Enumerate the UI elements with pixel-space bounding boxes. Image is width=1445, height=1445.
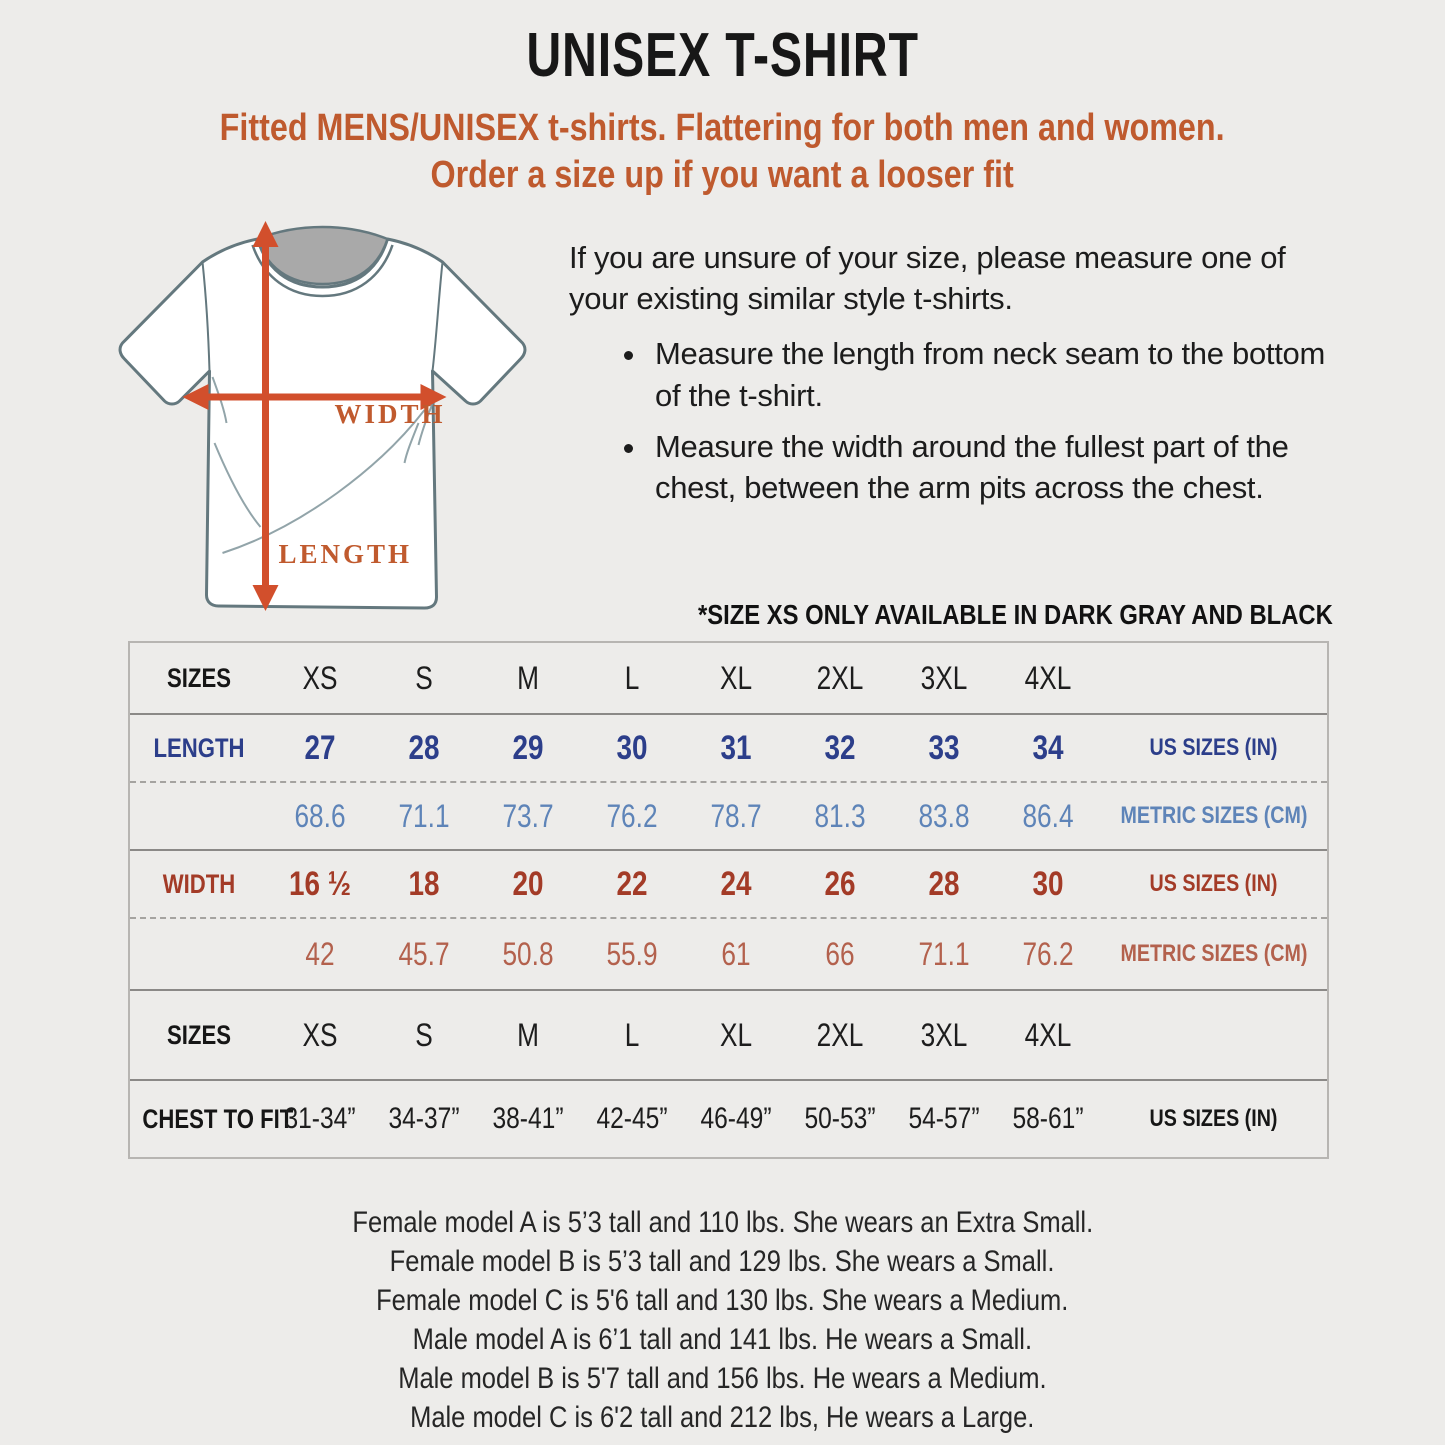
value-cell: 50.8 — [502, 935, 554, 972]
model-line: Female model A is 5’3 tall and 110 lbs. She wears an Extra Small. — [352, 1206, 1093, 1239]
value-cell: 50-53” — [804, 1102, 876, 1135]
value-cell: 61 — [721, 935, 751, 972]
value-cell: 26 — [824, 864, 856, 903]
model-line: Male model B is 5'7 tall and 156 lbs. He wears a Medium. — [398, 1362, 1047, 1395]
row-label-cell: WIDTH — [162, 868, 236, 899]
value-cell: 42-45” — [596, 1102, 668, 1135]
sizes-header-row — [130, 643, 1327, 713]
value-cell: 81.3 — [814, 797, 866, 834]
row-label-cell: SIZES — [167, 1019, 231, 1050]
value-cell: 28 — [408, 728, 440, 767]
size-cell: XS — [302, 1016, 338, 1053]
value-cell: 28 — [928, 864, 960, 903]
value-cell: 16 ½ — [288, 864, 352, 903]
chest-to-fit-row — [130, 1079, 1327, 1157]
width-us-row — [130, 849, 1327, 917]
page-title-text: UNISEX T-SHIRT — [526, 21, 919, 90]
measure-intro: If you are unsure of your size, please measure one of your existing similar style t-shirts. — [569, 240, 1286, 317]
value-cell: 71.1 — [918, 935, 970, 972]
size-cell: L — [624, 659, 640, 696]
value-cell: 31 — [720, 728, 752, 767]
value-cell: 22 — [616, 864, 648, 903]
size-cell: M — [517, 1016, 539, 1053]
model-line: Male model C is 6'2 tall and 212 lbs, He wears a Large. — [410, 1401, 1035, 1434]
model-reference-list — [0, 1203, 1445, 1437]
value-cell: 38-41” — [492, 1102, 564, 1135]
value-cell: 86.4 — [1022, 797, 1074, 834]
value-cell: 27 — [304, 728, 336, 767]
sizes-header-row-2 — [130, 989, 1327, 1079]
measure-bullet: • Measure the width around the fullest part of the chest, between the arm pits across the chest. — [649, 426, 1344, 508]
value-cell: 18 — [408, 864, 440, 903]
tshirt-illustration — [100, 205, 545, 635]
value-cell: 33 — [928, 728, 960, 767]
size-cell: S — [415, 659, 433, 696]
tshirt-diagram — [100, 205, 545, 635]
width-label: WIDTH — [334, 399, 446, 429]
size-cell: 2XL — [816, 659, 864, 696]
value-cell: 76.2 — [1022, 935, 1074, 972]
subtitle-line-2: Order a size up if you want a looser fit — [430, 154, 1015, 196]
xs-availability-note: *SIZE XS ONLY AVAILABLE IN DARK GRAY AND BLACK — [698, 599, 1333, 630]
value-cell: 68.6 — [294, 797, 346, 834]
value-cell: 32 — [824, 728, 856, 767]
size-chart-table — [128, 641, 1329, 1159]
size-cell: 2XL — [816, 1016, 864, 1053]
value-cell: 45.7 — [398, 935, 450, 972]
page-title — [0, 20, 1445, 91]
subtitle-line-1: Fitted MENS/UNISEX t-shirts. Flattering for both men and women. — [220, 107, 1225, 149]
value-cell: 66 — [825, 935, 855, 972]
unit-cell: METRIC SIZES (CM) — [1120, 802, 1308, 829]
row-label-cell: SIZES — [167, 662, 231, 693]
top-section — [0, 205, 1445, 635]
model-line: Female model B is 5’3 tall and 129 lbs. She wears a Small. — [390, 1245, 1055, 1278]
size-cell: M — [517, 659, 539, 696]
value-cell: 73.7 — [502, 797, 554, 834]
unit-cell: US SIZES (IN) — [1149, 1105, 1278, 1132]
value-cell: 58-61” — [1012, 1102, 1084, 1135]
value-cell: 78.7 — [710, 797, 762, 834]
length-us-row — [130, 713, 1327, 781]
value-cell: 55.9 — [606, 935, 658, 972]
measure-bullet-list — [569, 333, 1344, 508]
size-cell: XS — [302, 659, 338, 696]
unit-cell: US SIZES (IN) — [1149, 870, 1278, 897]
size-cell: XL — [719, 1016, 753, 1053]
value-cell: 71.1 — [398, 797, 450, 834]
size-cell: 3XL — [920, 659, 968, 696]
size-cell: 4XL — [1024, 659, 1072, 696]
length-metric-row — [130, 781, 1327, 849]
size-cell: L — [624, 1016, 640, 1053]
value-cell: 24 — [720, 864, 752, 903]
value-cell: 46-49” — [700, 1102, 772, 1135]
size-cell: XL — [719, 659, 753, 696]
value-cell: 34-37” — [388, 1102, 460, 1135]
measure-instructions — [569, 237, 1344, 635]
subtitle — [0, 105, 1445, 199]
value-cell: 20 — [512, 864, 544, 903]
value-cell: 76.2 — [606, 797, 658, 834]
model-line: Female model C is 5'6 tall and 130 lbs. She wears a Medium. — [376, 1284, 1069, 1317]
width-metric-row — [130, 917, 1327, 989]
model-line: Male model A is 6’1 tall and 141 lbs. He wears a Small. — [412, 1323, 1033, 1356]
row-label-cell: LENGTH — [153, 732, 245, 763]
value-cell: 54-57” — [908, 1102, 980, 1135]
length-label: LENGTH — [278, 539, 413, 569]
value-cell: 83.8 — [918, 797, 970, 834]
unit-cell: US SIZES (IN) — [1149, 734, 1278, 761]
size-cell: S — [415, 1016, 433, 1053]
unit-cell: METRIC SIZES (CM) — [1120, 940, 1308, 967]
value-cell: 34 — [1032, 728, 1064, 767]
size-cell: 4XL — [1024, 1016, 1072, 1053]
size-cell: 3XL — [920, 1016, 968, 1053]
value-cell: 30 — [1032, 864, 1064, 903]
value-cell: 30 — [616, 728, 648, 767]
measure-bullet: • Measure the length from neck seam to the bottom of the t-shirt. — [649, 333, 1344, 415]
value-cell: 29 — [512, 728, 544, 767]
value-cell: 31-34” — [284, 1102, 356, 1135]
value-cell: 42 — [305, 935, 335, 972]
row-label-cell: CHEST TO FIT — [142, 1103, 294, 1134]
